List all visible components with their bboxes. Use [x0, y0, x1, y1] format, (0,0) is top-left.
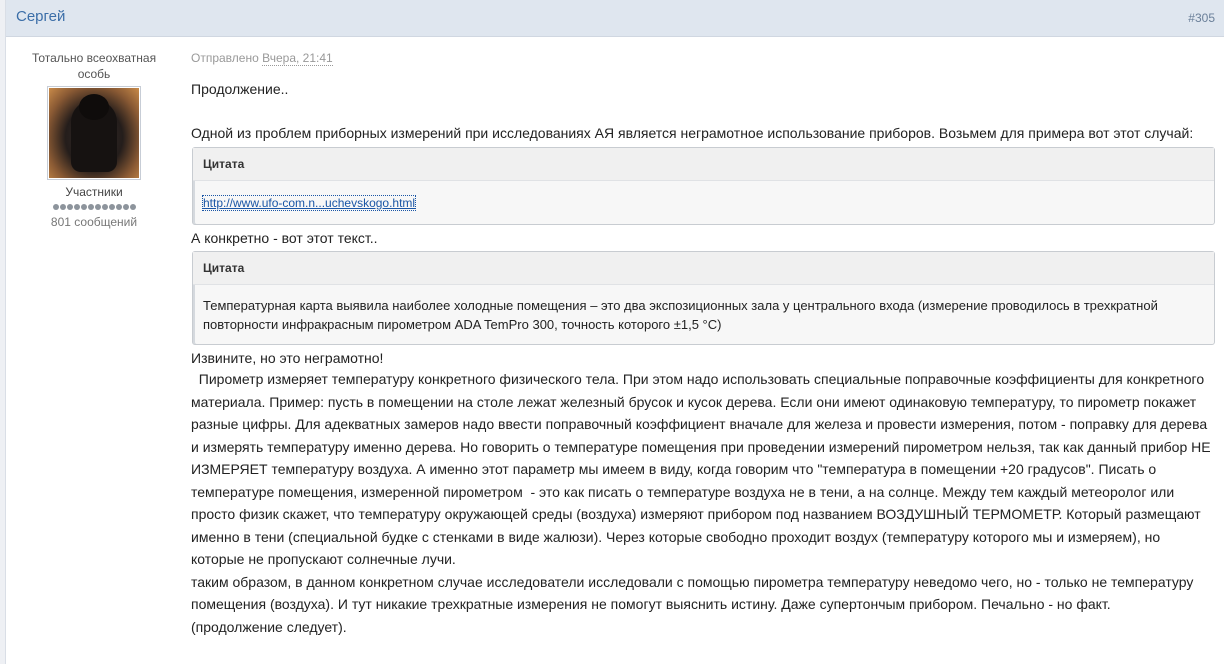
paragraph-2: Пирометр измеряет температуру конкретного физического тела. При этом надо использовать специальные поправочные коэффициенты для конкретного материала. Пример: пусть в помещении на столе лежат железный брусок и кусок дерева. Если они имеют одинаковую температуру, то пирометр покажет разные цифры. Для адекватных замеров надо ввести поправочный коэффициент вначале для железа и провести измерения, потом - поправку для дерева и измерять температуру именно дерева. Но говорить о температуре помещения при проведении измерений пирометром нельзя, так как данный прибор НЕ ИЗМЕРЯЕТ температуру воздуха. А именно этот параметр мы имеем в виду, когда говорим что "температура в помещении +20 градусов". Писать о температуре помещения, измеренной пирометром - это как писать о температуре воздуха не в тени, а на солнце. Между тем каждый метеоролог или просто физик скажет, что температуру окружающей среды (воздуха) измеряют прибором под названием ВОЗДУШНЫЙ ТЕРМОМЕТР. Который размещают именно в тени (специальной будке с стенками в виде жалюзи). Через которые свободно проходит воздух (температуру которого мы и измеряем), но которые не пропускают солнечные лучи.	[191, 371, 1215, 567]
author-title: Тотально всеохватная особь	[31, 51, 157, 81]
intro-line-2: Одной из проблем приборных измерений при исследованиях АЯ является неграмотное использование приборов. Возьмем для примера вот этот случай:	[191, 125, 1194, 141]
quote-block-2	[192, 251, 1215, 345]
intro-line-1: Продолжение..	[191, 81, 289, 97]
quote-title: Цитата	[193, 148, 1214, 181]
rank-pip	[102, 204, 108, 210]
rank-pip	[60, 204, 66, 210]
quote-title: Цитата	[193, 252, 1214, 285]
post-meta	[191, 50, 1215, 66]
rank-pip	[109, 204, 115, 210]
post-count: 801 сообщений	[50, 215, 138, 229]
author-name-link[interactable]: Сергей	[16, 8, 66, 25]
paragraph-4: (продолжение следует).	[191, 618, 347, 635]
avatar[interactable]	[47, 86, 141, 180]
author-info-panel	[6, 50, 182, 229]
rank-pip	[74, 204, 80, 210]
rank-pip	[67, 204, 73, 210]
sent-date: Вчера, 21:41	[262, 51, 333, 65]
rank-pip	[53, 204, 59, 210]
post-number-link[interactable]: #305	[1188, 11, 1215, 25]
between-line: А конкретно - вот этот текст..	[191, 230, 378, 246]
sent-label: Отправлено	[191, 51, 259, 65]
rank-pip	[116, 204, 122, 210]
rank-pips	[6, 202, 182, 210]
rank-pip	[81, 204, 87, 210]
paragraph-3: таким образом, в данном конкретном случае исследователи исследовали с помощью пирометра температуру неведомо чего, но - только не температуру помещения (воздуха). И тут никакие трехкратные измерения не помогут выяснить истину. Даже супертончым прибором. Печально - но факт.	[191, 573, 1194, 612]
quote-link[interactable]: http://www.ufo-com.n...uchevskogo.html	[203, 196, 416, 210]
forum-post	[5, 0, 1224, 664]
quote-block-1	[192, 147, 1215, 225]
member-group: Участники	[65, 185, 123, 199]
rank-pip	[95, 204, 101, 210]
post-body	[191, 50, 1215, 638]
rank-pip	[88, 204, 94, 210]
paragraph-1: Извините, но это неграмотно!	[191, 350, 384, 366]
quote-text: Температурная карта выявила наиболее холодные помещения – это два экспозиционных зала у центрального входа (измерение проводилось в трехкратной повторности инфракрасным пирометром ADA TemPro 300, точность которого ±1,5 °С)	[203, 298, 1158, 332]
post-header	[6, 0, 1224, 37]
rank-pip	[130, 204, 136, 210]
rank-pip	[123, 204, 129, 210]
avatar-image	[49, 88, 139, 178]
